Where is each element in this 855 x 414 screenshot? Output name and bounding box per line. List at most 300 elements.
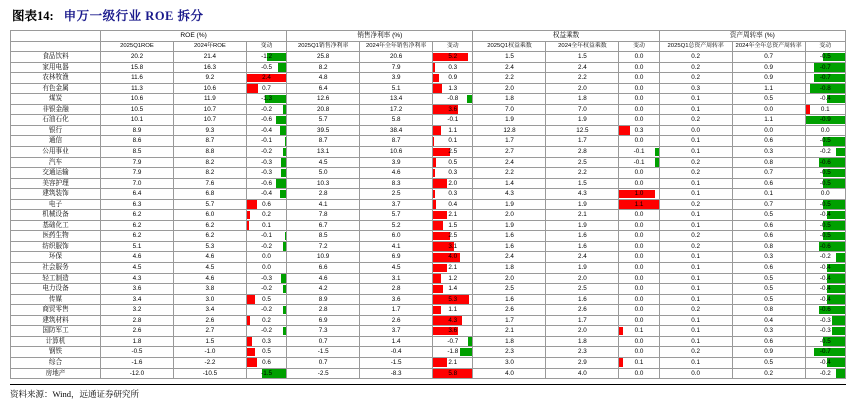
delta-cell: [805, 294, 845, 305]
value-cell: 2.6: [101, 326, 174, 337]
delta-value: 0.0: [634, 105, 644, 113]
value-cell: 12.5: [546, 125, 619, 136]
delta-value: 2.5: [448, 232, 458, 240]
delta-cell: [433, 284, 473, 295]
delta-cell: [805, 73, 845, 84]
value-cell: 3.9: [360, 73, 433, 84]
value-cell: -1.0: [173, 347, 246, 358]
value-cell: 8.2: [173, 168, 246, 179]
value-cell: 25.8: [287, 52, 360, 63]
delta-value: 0.4: [448, 200, 458, 208]
delta-bar: [283, 148, 286, 157]
delta-cell: [433, 115, 473, 126]
delta-value: 0.1: [448, 137, 458, 145]
value-cell: 6.4: [287, 83, 360, 94]
value-cell: 17.2: [360, 104, 433, 115]
table-row: [11, 178, 846, 189]
value-cell: 0.6: [732, 220, 805, 231]
delta-value: -0.1: [261, 232, 272, 240]
value-cell: 1.6: [473, 231, 546, 242]
delta-bar: [433, 84, 442, 93]
delta-cell: [619, 220, 659, 231]
delta-value: -0.5: [261, 63, 272, 71]
value-cell: 4.3: [473, 189, 546, 200]
value-cell: 1.1: [732, 83, 805, 94]
value-cell: 0.3: [732, 326, 805, 337]
industry-name: 机械设备: [11, 210, 101, 221]
industry-name: 通信: [11, 136, 101, 147]
delta-bar: [283, 105, 286, 114]
value-cell: 0.6: [732, 263, 805, 274]
delta-value: -0.5: [819, 232, 831, 240]
value-cell: 0.4: [732, 315, 805, 326]
delta-cell: [805, 241, 845, 252]
delta-cell: [246, 231, 286, 242]
delta-cell: [246, 241, 286, 252]
delta-value: -0.1: [447, 116, 459, 124]
value-cell: 2.4: [473, 252, 546, 263]
value-cell: 0.1: [659, 357, 732, 368]
delta-cell: [246, 326, 286, 337]
value-cell: 8.7: [287, 136, 360, 147]
delta-bar: [619, 327, 623, 336]
value-cell: -1.5: [360, 357, 433, 368]
column-header-9: 变动: [619, 41, 659, 52]
value-cell: 5.0: [287, 168, 360, 179]
delta-bar: [247, 295, 255, 304]
value-cell: 0.1: [659, 252, 732, 263]
delta-value: -0.2: [819, 369, 831, 377]
delta-value: 0.0: [634, 53, 644, 61]
delta-bar: [433, 169, 435, 178]
table-row: [11, 52, 846, 63]
value-cell: 20.8: [287, 104, 360, 115]
value-cell: 0.9: [732, 73, 805, 84]
delta-cell: [246, 199, 286, 210]
value-cell: 1.9: [546, 220, 619, 231]
delta-value: 0.0: [634, 137, 644, 145]
delta-cell: [433, 210, 473, 221]
figure-title: 申万一级行业 ROE 拆分: [63, 9, 204, 23]
delta-value: -0.6: [819, 306, 831, 314]
delta-bar: [433, 158, 436, 167]
value-cell: 5.1: [101, 241, 174, 252]
value-cell: 2.1: [473, 326, 546, 337]
delta-value: 1.2: [448, 274, 458, 282]
value-cell: 0.1: [659, 178, 732, 189]
delta-value: -0.1: [261, 137, 272, 145]
delta-bar: [276, 116, 286, 125]
delta-value: 0.3: [634, 126, 644, 134]
delta-cell: [619, 305, 659, 316]
value-cell: 6.8: [173, 189, 246, 200]
delta-cell: [433, 273, 473, 284]
delta-value: -0.2: [819, 253, 831, 261]
value-cell: 0.9: [732, 347, 805, 358]
value-cell: 2.5: [473, 284, 546, 295]
value-cell: 4.0: [473, 368, 546, 379]
value-cell: 5.1: [360, 83, 433, 94]
delta-cell: [805, 147, 845, 158]
industry-name: 煤炭: [11, 94, 101, 105]
value-cell: 12.6: [287, 94, 360, 105]
delta-value: 0.1: [262, 221, 271, 229]
delta-cell: [433, 168, 473, 179]
value-cell: 2.5: [546, 157, 619, 168]
value-cell: 0.2: [659, 115, 732, 126]
table-row: [11, 305, 846, 316]
table-row: [11, 241, 846, 252]
delta-cell: [246, 52, 286, 63]
delta-value: 2.1: [448, 264, 458, 272]
delta-value: 1.3: [448, 84, 458, 92]
delta-bar: [247, 221, 249, 230]
value-cell: 8.8: [173, 147, 246, 158]
delta-cell: [246, 284, 286, 295]
value-cell: 8.9: [287, 294, 360, 305]
value-cell: 1.4: [360, 336, 433, 347]
value-cell: 1.9: [546, 115, 619, 126]
delta-value: 1.5: [448, 221, 458, 229]
table-row: [11, 104, 846, 115]
delta-bar: [433, 200, 436, 209]
delta-cell: [246, 73, 286, 84]
delta-cell: [433, 94, 473, 105]
delta-cell: [246, 347, 286, 358]
table-row: [11, 189, 846, 200]
table-row: [11, 273, 846, 284]
delta-value: -0.3: [261, 274, 272, 282]
delta-bar: [433, 137, 434, 146]
value-cell: 1.4: [473, 178, 546, 189]
delta-bar: [619, 358, 623, 367]
delta-cell: [433, 336, 473, 347]
delta-cell: [805, 220, 845, 231]
value-cell: 4.2: [287, 284, 360, 295]
value-cell: 4.5: [287, 157, 360, 168]
value-cell: 0.7: [732, 52, 805, 63]
delta-cell: [246, 305, 286, 316]
value-cell: 0.0: [732, 125, 805, 136]
table-row: [11, 136, 846, 147]
value-cell: 0.3: [659, 83, 732, 94]
delta-cell: [619, 326, 659, 337]
delta-value: 4.0: [448, 253, 458, 261]
delta-bar: [467, 95, 472, 104]
delta-value: 0.6: [262, 200, 271, 208]
delta-cell: [805, 231, 845, 242]
value-cell: 4.8: [287, 73, 360, 84]
delta-bar: [433, 190, 435, 199]
value-cell: 2.0: [546, 273, 619, 284]
delta-bar: [280, 126, 287, 135]
delta-bar: [836, 253, 845, 262]
value-cell: 3.0: [173, 294, 246, 305]
value-cell: 2.2: [473, 73, 546, 84]
delta-cell: [805, 210, 845, 221]
delta-value: 3.1: [448, 242, 458, 250]
delta-cell: [246, 368, 286, 379]
source-note: 资料来源：Wind，远通证券研究所: [10, 384, 846, 400]
delta-value: 3.6: [448, 105, 458, 113]
value-cell: 1.9: [473, 220, 546, 231]
group-asset-turnover: 资产周转率 (%): [659, 31, 845, 42]
delta-bar: [280, 190, 287, 199]
delta-cell: [805, 199, 845, 210]
table-row: [11, 315, 846, 326]
value-cell: 1.7: [546, 315, 619, 326]
value-cell: 2.3: [546, 347, 619, 358]
group-roe: ROE (%): [101, 31, 287, 42]
delta-value: -1.5: [261, 369, 272, 377]
value-cell: 7.6: [173, 178, 246, 189]
delta-value: -0.4: [261, 190, 272, 198]
delta-bar: [433, 74, 439, 83]
delta-value: 0.0: [262, 264, 271, 272]
value-cell: 4.6: [173, 273, 246, 284]
value-cell: 2.4: [546, 62, 619, 73]
delta-bar: [285, 232, 287, 241]
value-cell: 0.7: [287, 357, 360, 368]
value-cell: 2.2: [546, 73, 619, 84]
delta-value: 2.5: [448, 148, 458, 156]
delta-value: 0.7: [262, 84, 271, 92]
value-cell: 0.2: [732, 368, 805, 379]
delta-cell: [619, 62, 659, 73]
delta-value: 1.1: [448, 306, 458, 314]
industry-name: 综合: [11, 357, 101, 368]
delta-cell: [433, 189, 473, 200]
value-cell: 3.0: [473, 357, 546, 368]
delta-cell: [619, 115, 659, 126]
industry-name: 石油石化: [11, 115, 101, 126]
delta-value: -0.7: [819, 348, 831, 356]
value-cell: 15.8: [101, 62, 174, 73]
value-cell: 0.1: [659, 284, 732, 295]
table-column-header-row: [11, 41, 846, 52]
value-cell: 0.1: [659, 326, 732, 337]
value-cell: 1.8: [473, 94, 546, 105]
industry-name: 基础化工: [11, 220, 101, 231]
value-cell: 6.9: [360, 252, 433, 263]
delta-value: 2.1: [448, 358, 458, 366]
table-group-header-row: [11, 31, 846, 42]
delta-cell: [619, 157, 659, 168]
value-cell: 0.1: [659, 104, 732, 115]
value-cell: 38.4: [360, 125, 433, 136]
industry-name: 钢铁: [11, 347, 101, 358]
delta-value: -0.4: [819, 295, 831, 303]
delta-cell: [246, 178, 286, 189]
delta-value: -0.3: [819, 316, 831, 324]
value-cell: 10.6: [101, 94, 174, 105]
table-row: [11, 336, 846, 347]
group-equity-multiplier: 权益乘数: [473, 31, 659, 42]
delta-cell: [619, 273, 659, 284]
delta-cell: [619, 263, 659, 274]
delta-value: -0.5: [819, 337, 831, 345]
delta-cell: [619, 294, 659, 305]
delta-cell: [619, 241, 659, 252]
value-cell: 10.7: [173, 115, 246, 126]
value-cell: 0.5: [732, 273, 805, 284]
delta-bar: [247, 84, 258, 93]
value-cell: 0.6: [732, 336, 805, 347]
delta-value: -0.2: [261, 242, 272, 250]
delta-value: -0.3: [819, 327, 831, 335]
value-cell: -0.4: [360, 347, 433, 358]
delta-cell: [246, 115, 286, 126]
value-cell: 2.5: [546, 284, 619, 295]
delta-bar: [433, 63, 435, 72]
delta-value: -0.5: [819, 169, 831, 177]
delta-cell: [619, 315, 659, 326]
value-cell: 13.1: [287, 147, 360, 158]
value-cell: 1.7: [473, 136, 546, 147]
delta-bar: [460, 348, 472, 357]
figure-label: 图表14:: [12, 9, 54, 23]
delta-value: -0.3: [261, 158, 272, 166]
delta-value: -0.2: [261, 105, 272, 113]
value-cell: 2.2: [546, 168, 619, 179]
table-row: [11, 284, 846, 295]
value-cell: 7.9: [101, 157, 174, 168]
figure-heading: [12, 6, 845, 24]
value-cell: 0.2: [659, 168, 732, 179]
delta-value: -0.2: [261, 285, 272, 293]
value-cell: 1.5: [546, 52, 619, 63]
delta-cell: [246, 104, 286, 115]
value-cell: 2.1: [546, 210, 619, 221]
value-cell: 5.8: [360, 115, 433, 126]
value-cell: 1.5: [473, 52, 546, 63]
value-cell: 0.2: [659, 73, 732, 84]
value-cell: 4.5: [173, 263, 246, 274]
table-row: [11, 368, 846, 379]
table-row: [11, 168, 846, 179]
delta-cell: [433, 104, 473, 115]
table-row: [11, 220, 846, 231]
delta-cell: [433, 220, 473, 231]
delta-value: -0.2: [261, 327, 272, 335]
value-cell: 0.5: [732, 294, 805, 305]
value-cell: 0.1: [659, 147, 732, 158]
delta-cell: [246, 94, 286, 105]
delta-cell: [805, 83, 845, 94]
value-cell: 21.4: [173, 52, 246, 63]
column-header-10: 2025Q1总资产周转率: [659, 41, 732, 52]
delta-value: 0.3: [448, 169, 458, 177]
delta-cell: [246, 125, 286, 136]
value-cell: 4.0: [546, 368, 619, 379]
industry-name: 汽车: [11, 157, 101, 168]
table-row: [11, 73, 846, 84]
value-cell: 10.1: [101, 115, 174, 126]
delta-cell: [619, 83, 659, 94]
value-cell: 4.3: [546, 189, 619, 200]
industry-name: 轻工制造: [11, 273, 101, 284]
delta-cell: [433, 52, 473, 63]
value-cell: 7.9: [360, 62, 433, 73]
table-row: [11, 347, 846, 358]
value-cell: 20.2: [101, 52, 174, 63]
delta-bar: [247, 358, 257, 367]
value-cell: 0.1: [659, 189, 732, 200]
delta-bar: [472, 116, 473, 125]
delta-cell: [805, 104, 845, 115]
value-cell: 1.7: [360, 305, 433, 316]
delta-value: 1.1: [448, 126, 458, 134]
column-header-11: 2024年全年总资产周转率: [732, 41, 805, 52]
industry-name: 交通运输: [11, 168, 101, 179]
value-cell: 8.2: [173, 157, 246, 168]
industry-name: 国防军工: [11, 326, 101, 337]
table-row: [11, 231, 846, 242]
delta-value: -0.6: [819, 158, 831, 166]
delta-cell: [805, 189, 845, 200]
value-cell: 1.9: [546, 199, 619, 210]
value-cell: 7.0: [101, 178, 174, 189]
value-cell: 39.5: [287, 125, 360, 136]
delta-cell: [619, 357, 659, 368]
delta-cell: [619, 347, 659, 358]
value-cell: 16.3: [173, 62, 246, 73]
delta-cell: [433, 326, 473, 337]
delta-value: 0.0: [634, 84, 644, 92]
industry-name: 传媒: [11, 294, 101, 305]
delta-value: -0.9: [819, 116, 831, 124]
value-cell: 0.1: [659, 273, 732, 284]
delta-value: 0.3: [448, 190, 458, 198]
value-cell: 0.1: [659, 263, 732, 274]
value-cell: 8.7: [360, 136, 433, 147]
value-cell: 10.5: [101, 104, 174, 115]
column-header-7: 2025Q1权益乘数: [473, 41, 546, 52]
delta-value: 0.0: [634, 232, 644, 240]
value-cell: 1.6: [473, 294, 546, 305]
value-cell: 0.1: [659, 220, 732, 231]
delta-bar: [433, 285, 443, 294]
value-cell: 0.5: [732, 284, 805, 295]
value-cell: 2.3: [473, 347, 546, 358]
delta-cell: [619, 252, 659, 263]
value-cell: 0.8: [732, 305, 805, 316]
delta-cell: [805, 284, 845, 295]
table-row: [11, 83, 846, 94]
value-cell: 1.7: [473, 315, 546, 326]
value-cell: 2.4: [473, 62, 546, 73]
delta-cell: [246, 168, 286, 179]
delta-cell: [433, 125, 473, 136]
industry-name: 房地产: [11, 368, 101, 379]
delta-value: 0.0: [634, 295, 644, 303]
delta-value: 0.0: [634, 74, 644, 82]
delta-value: 5.2: [448, 53, 458, 61]
value-cell: 4.6: [287, 273, 360, 284]
delta-cell: [246, 263, 286, 274]
delta-cell: [246, 147, 286, 158]
value-cell: 6.2: [173, 231, 246, 242]
delta-cell: [433, 357, 473, 368]
delta-value: -0.4: [261, 126, 272, 134]
delta-cell: [433, 294, 473, 305]
delta-value: -0.2: [261, 306, 272, 314]
value-cell: 0.1: [659, 315, 732, 326]
value-cell: 4.3: [101, 273, 174, 284]
delta-cell: [433, 147, 473, 158]
value-cell: 1.5: [546, 178, 619, 189]
value-cell: 0.8: [732, 241, 805, 252]
